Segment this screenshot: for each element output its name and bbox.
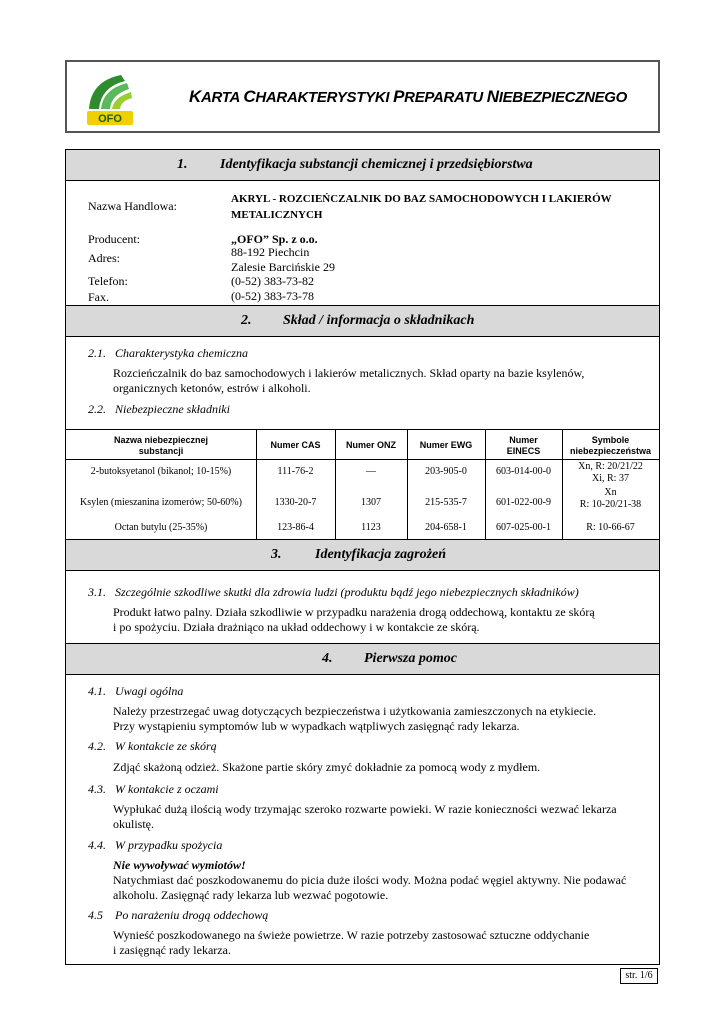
subsection-4-2: 4.2. W kontakcie ze skórą	[88, 739, 217, 753]
subsection-2-2: 2.2. Niebezpieczne składniki	[88, 402, 230, 416]
eye-contact-text: Wypłukać dużą ilością wody trzymając szeroko rozwarte powieki. W razie konieczności wezwać lekarza okulistę.	[113, 802, 617, 831]
document-title: KARTA CHARAKTERYSTYKI PREPARATU NIEBEZPIECZNEGO	[189, 87, 628, 106]
col-header-einecs: Numer EINECS	[506, 435, 541, 456]
fax-value: (0-52) 383-73-78	[231, 289, 314, 303]
col-header-cas: Numer CAS	[270, 440, 321, 450]
section-number: 1.	[177, 157, 188, 172]
col-header-name: Nazwa niebezpiecznej substancji	[113, 435, 209, 456]
col-header-ewg: Numer EWG	[419, 440, 473, 450]
producer-label: Producent:	[88, 232, 140, 246]
ofo-logo	[81, 69, 139, 129]
section-title: Identyfikacja zagrożeń	[315, 547, 447, 562]
section-1-header	[66, 149, 659, 181]
page-number: str. 1/6	[620, 968, 658, 984]
phone-label: Telefon:	[88, 274, 128, 288]
col-header-symbols: Symbole niebezpieczeństwa	[569, 435, 652, 456]
subsection-2-1: 2.1. Charakterystyka chemiczna	[88, 346, 248, 360]
subsection-4-1: 4.1. Uwagi ogólna	[88, 684, 184, 698]
general-remarks: Należy przestrzegać uwag dotyczących bezpieczeństwa i użytkowania zamieszczonych na etykiecie. Przy wystąpieniu symptomów lub w wypadkach wątpliwych zasięgnąć rady lekarza.	[113, 704, 597, 733]
section-4-header	[66, 643, 659, 675]
document-header	[65, 60, 660, 133]
address-label: Adres:	[88, 251, 120, 265]
skin-contact-text: Zdjąć skażoną odzież. Skażone partie skóry zmyć dokładnie za pomocą wody z mydłem.	[113, 760, 541, 774]
trade-name-label: Nazwa Handlowa:	[88, 199, 177, 213]
col-header-onz: Numer ONZ	[345, 440, 396, 450]
section-number: 2.	[241, 313, 252, 328]
subsection-4-3: 4.3. W kontakcie z oczami	[88, 782, 219, 796]
section-3-header	[66, 539, 659, 571]
ingestion-text: Nie wywoływać wymiotów! Natychmiast dać poszkodowanemu do picia duże ilości wody. Można podać węgiel aktywny. Nie podawać alkoholu. Zasięgnąć rady lekarza lub wezwać pogotowie.	[113, 858, 627, 902]
section-number: 3.	[271, 547, 282, 562]
phone-value: (0-52) 383-73-82	[231, 274, 314, 288]
logo-text: OFO	[98, 113, 122, 125]
document-body: 1. Identyfikacja substancji chemicznej i przedsiębiorstwa Nazwa Handlowa: AKRYL - ROZCIEŃCZALNIK DO BAZ SAMOCHODOWYCH I LAKIERÓW METALICZNYCH Producent: „OFO” Sp. z o.o. Adres: 88-192 Piechcin Zalesie Barcińskie 29 Telefon: (0-52) 383-73-82 Fax. (0-52) 383-73-78 2. Skład / informacja o składnikach 2.1. Charakterystyka chemiczna Rozcieńczalnik do baz samochodowych i lakierów metalicznych. Skład oparty na bazie ksylenów, organicznych ketonów, estrów i alkoholi. 2.2. Niebezpieczne składniki Nazwa niebezpiecznej substancji Numer CAS Numer ONZ Numer EWG Numer EINECS Symbole niebezpieczeństwa 2-butoksyetanol (bikanol; 10-15%) 111-76-2 — 203-905-0 603-014-00-0 Xn, R: 20/21/22 Xi, R: 37 Ksylen (mieszanina izomerów; 50-60%) 1330-20-7 1307 215-535-7 601-022-00-9 Xn R: 10-20/21-38 Octan butylu (25-35%) 123-86-4 1123 204-658-1 607-025-00-1 R: 10-66-67 3. Identyfikacja zagrożeń 3.1. Szczególnie szkodliwe skutki dla zdrowia ludzi (produktu bądź jego niebezpiecznych składników) Produkt łatwo palny. Działa szkodliwie w przypadku narażenia drogą oddechową, kontaktu ze skórą i po spożyciu. Działa drażniąco na układ oddechowy i w kontakcie ze skórą. 4. Pierwsza pomoc 4.1. Uwagi ogólna Należy przestrzegać uwag dotyczących bezpieczeństwa i użytkowania zamieszczonych na etykiecie. Przy wystąpieniu symptomów lub w wypadkach wątpliwych zasięgnąć rady lekarza. 4.2. W kontakcie ze skórą Zdjąć skażoną odzież. Skażone partie skóry zmyć dokładnie za pomocą wody z mydłem. 4.3. W kontakcie z oczami Wypłukać dużą ilością wody trzymając szeroko rozwarte powieki. W razie konieczności wezwać lekarza okulistę. 4.4. W przypadku spożycia Nie wywoływać wymiotów! Natychmiast dać poszkodowanemu do picia duże ilości wody. Można podać węgiel aktywny. Nie podawać alkoholu. Zasięgnąć rady lekarza lub wezwać pogotowie. 4.5 Po narażeniu drogą oddechową Wynieść poszkodowanego na świeże powietrze. W razie potrzeby zastosować sztuczne oddychanie i zasięgnąć rady lekarza.	[65, 149, 660, 965]
subsection-4-5: 4.5 Po narażeniu drogą oddechową	[88, 908, 269, 922]
address-value: 88-192 Piechcin Zalesie Barcińskie 29	[231, 245, 335, 274]
section-title: Skład / informacja o składnikach	[283, 313, 475, 328]
section-number: 4.	[322, 651, 333, 666]
subsection-4-4: 4.4. W przypadku spożycia	[88, 838, 223, 852]
section-title: Pierwsza pomoc	[364, 651, 457, 666]
subsection-3-1: 3.1. Szczególnie szkodliwe skutki dla zdrowia ludzi (produktu bądź jego niebezpiecznych składników)	[88, 585, 579, 599]
chemical-description: Rozcieńczalnik do baz samochodowych i lakierów metalicznych. Skład oparty na bazie ksylenów, organicznych ketonów, estrów i alkoholi.	[113, 366, 585, 395]
section-2-header	[66, 305, 659, 337]
hazard-description: Produkt łatwo palny. Działa szkodliwie w przypadku narażenia drogą oddechową, kontaktu ze skórą i po spożyciu. Działa drażniąco na układ oddechowy i w kontakcie ze skórą.	[113, 605, 595, 634]
producer-value: „OFO” Sp. z o.o.	[231, 232, 318, 246]
inhalation-text: Wynieść poszkodowanego na świeże powietrze. W razie potrzeby zastosować sztuczne oddychanie i zasięgnąć rady lekarza.	[113, 928, 590, 957]
trade-name-value: AKRYL - ROZCIEŃCZALNIK DO BAZ SAMOCHODOWYCH I LAKIERÓW METALICZNYCH	[231, 193, 612, 221]
section-title: Identyfikacja substancji chemicznej i przedsiębiorstwa	[220, 157, 533, 172]
fax-label: Fax.	[88, 290, 109, 304]
